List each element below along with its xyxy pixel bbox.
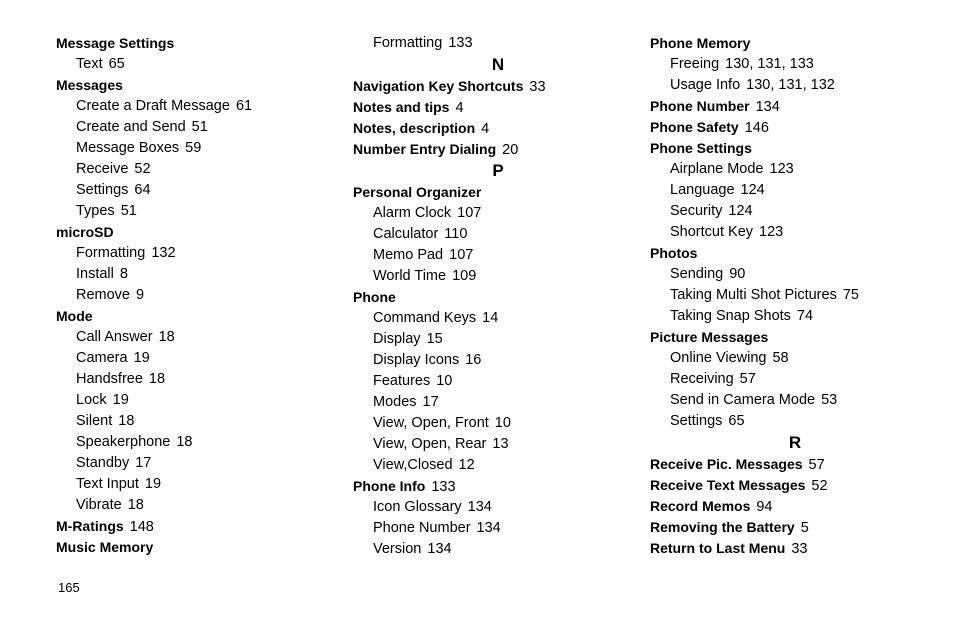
index-subentry [650, 180, 940, 201]
entry-page-ref: 57 [739, 371, 756, 387]
entry-term: Removing the Battery [650, 519, 795, 535]
entry-term: Create a Draft Message [76, 98, 230, 114]
entry-page-ref: 130, 131, 133 [725, 56, 814, 72]
entry-term: Return to Last Menu [650, 540, 786, 556]
entry-page-ref: 134 [467, 499, 492, 515]
index-subentry [56, 348, 346, 369]
entry-term: Handsfree [76, 371, 143, 387]
entry-term: Record Memos [650, 498, 751, 514]
entry-page-ref: 16 [465, 352, 482, 368]
index-subentry [56, 327, 346, 348]
entry-term: Mode [56, 308, 93, 324]
index-subentry [353, 434, 643, 455]
index-subentry [353, 224, 643, 245]
entry-page-ref: 123 [769, 161, 794, 177]
entry-term: M-Ratings [56, 518, 124, 534]
index-entry [353, 76, 643, 97]
entry-term: Message Boxes [76, 140, 180, 156]
entry-term: Phone Settings [650, 140, 752, 156]
entry-term: Receive [76, 161, 129, 177]
index-entry [56, 222, 346, 243]
entry-page-ref: 18 [127, 497, 144, 513]
entry-page-ref: 33 [791, 541, 808, 557]
entry-term: Camera [76, 350, 128, 366]
entry-term: Silent [76, 413, 113, 429]
entry-page-ref: 123 [759, 224, 784, 240]
index-entry [650, 496, 940, 517]
index-subentry [353, 245, 643, 266]
entry-term: Taking Snap Shots [670, 308, 791, 324]
entry-term: View,Closed [373, 457, 453, 473]
index-column-1 [56, 33, 346, 558]
entry-term: Calculator [373, 226, 439, 242]
entry-term: Create and Send [76, 119, 186, 135]
entry-page-ref: 10 [436, 373, 453, 389]
index-subentry [56, 369, 346, 390]
index-entry [353, 476, 643, 497]
index-entry [353, 139, 643, 160]
entry-page-ref: 8 [119, 266, 128, 282]
entry-term: Freeing [670, 56, 720, 72]
index-subentry [353, 518, 643, 539]
entry-page-ref: 52 [811, 478, 828, 494]
entry-term: Text Input [76, 476, 139, 492]
index-entry [650, 138, 940, 159]
index-subentry [56, 432, 346, 453]
entry-page-ref: 133 [431, 479, 456, 495]
index-subentry [650, 390, 940, 411]
entry-page-ref: 90 [729, 266, 746, 282]
entry-term: Online Viewing [670, 350, 767, 366]
entry-page-ref: 107 [449, 247, 474, 263]
index-subentry [353, 203, 643, 224]
entry-term: Standby [76, 455, 130, 471]
entry-term: Receive Text Messages [650, 477, 806, 493]
entry-page-ref: 20 [502, 142, 519, 158]
entry-term: Phone Number [373, 520, 471, 536]
index-entry [353, 287, 643, 308]
index-entry [56, 33, 346, 54]
entry-term: Phone Safety [650, 119, 739, 135]
index-subentry [56, 243, 346, 264]
index-subentry [353, 497, 643, 518]
entry-page-ref: 64 [134, 182, 151, 198]
entry-page-ref: 18 [118, 413, 135, 429]
index-entry [650, 538, 940, 559]
index-subentry [56, 180, 346, 201]
entry-page-ref: 65 [728, 413, 745, 429]
index-subentry [56, 474, 346, 495]
index-entry [650, 475, 940, 496]
entry-term: Text [76, 56, 103, 72]
entry-term: Speakerphone [76, 434, 171, 450]
index-subentry [650, 201, 940, 222]
entry-term: Types [76, 203, 115, 219]
index-letter-heading: N [491, 55, 505, 74]
index-subentry [353, 33, 643, 54]
entry-term: Notes, description [353, 120, 476, 136]
entry-term: Receiving [670, 371, 734, 387]
entry-page-ref: 61 [235, 98, 253, 114]
entry-term: Usage Info [670, 77, 741, 93]
entry-page-ref: 18 [158, 329, 175, 345]
entry-page-ref: 130, 131, 132 [746, 77, 835, 93]
index-subentry [353, 539, 643, 560]
entry-term: Remove [76, 287, 130, 303]
index-subentry [56, 411, 346, 432]
index-entry [650, 96, 940, 117]
entry-term: Airplane Mode [670, 161, 764, 177]
entry-term: Phone Memory [650, 35, 751, 51]
entry-page-ref: 110 [444, 226, 468, 242]
entry-page-ref: 57 [808, 457, 825, 473]
index-entry [353, 118, 643, 139]
index-subentry [353, 308, 643, 329]
entry-page-ref: 4 [481, 121, 490, 137]
index-entry [56, 75, 346, 96]
entry-term: Features [373, 373, 431, 389]
index-subentry [56, 264, 346, 285]
entry-page-ref: 58 [772, 350, 789, 366]
entry-page-ref: 14 [482, 310, 499, 326]
page-number: 165 [58, 580, 80, 595]
entry-page-ref: 18 [176, 434, 193, 450]
entry-page-ref: 17 [422, 394, 439, 410]
index-entry [650, 517, 940, 538]
entry-page-ref: 15 [426, 331, 443, 347]
index-subentry [56, 138, 346, 159]
entry-term: View, Open, Front [373, 415, 489, 431]
entry-page-ref: 124 [740, 182, 765, 198]
index-subentry [650, 264, 940, 285]
index-subentry [650, 285, 940, 306]
entry-term: World Time [373, 268, 447, 284]
index-entry [56, 516, 346, 537]
entry-page-ref: 134 [427, 541, 452, 557]
entry-page-ref: 148 [129, 519, 154, 535]
entry-term: Modes [373, 394, 417, 410]
entry-page-ref: 75 [842, 287, 859, 303]
entry-term: Vibrate [76, 497, 122, 513]
entry-term: Message Settings [56, 35, 175, 51]
entry-term: Security [670, 203, 723, 219]
index-subentry [56, 159, 346, 180]
index-subentry [353, 413, 643, 434]
entry-page-ref: 19 [112, 392, 129, 408]
index-subentry [353, 392, 643, 413]
entry-term: Display [373, 331, 421, 347]
entry-page-ref: 12 [458, 457, 475, 473]
entry-page-ref: 134 [755, 99, 780, 115]
entry-page-ref: 5 [800, 520, 809, 536]
entry-term: Shortcut Key [670, 224, 754, 240]
index-subentry [650, 54, 940, 75]
index-subentry [650, 306, 940, 327]
entry-term: Receive Pic. Messages [650, 456, 803, 472]
entry-page-ref: 74 [796, 308, 814, 324]
entry-term: Notes and tips [353, 99, 450, 115]
entry-page-ref: 33 [529, 79, 546, 95]
index-subentry [650, 369, 940, 390]
index-subentry [353, 266, 643, 287]
entry-term: Command Keys [373, 310, 477, 326]
index-subentry [56, 495, 346, 516]
index-subentry [56, 453, 346, 474]
entry-term: Language [670, 182, 735, 198]
entry-page-ref: 109 [452, 268, 477, 284]
entry-page-ref: 65 [108, 56, 125, 72]
index-entry [353, 97, 643, 118]
entry-page-ref: 124 [728, 203, 753, 219]
index-subentry [353, 371, 643, 392]
index-entry [650, 33, 940, 54]
entry-page-ref: 53 [821, 392, 838, 408]
entry-term: Icon Glossary [373, 499, 462, 515]
entry-term: Personal Organizer [353, 184, 482, 200]
index-entry [56, 306, 346, 327]
index-subentry [56, 201, 346, 222]
entry-term: Phone [353, 289, 396, 305]
index-subentry [353, 455, 643, 476]
index-subentry [650, 159, 940, 180]
entry-page-ref: 9 [136, 287, 145, 303]
index-subentry [353, 329, 643, 350]
entry-term: Call Answer [76, 329, 153, 345]
index-entry [650, 117, 940, 138]
entry-page-ref: 19 [133, 350, 150, 366]
entry-page-ref: 10 [494, 415, 511, 431]
entry-term: Version [373, 541, 422, 557]
entry-page-ref: 59 [185, 140, 202, 156]
entry-term: Navigation Key Shortcuts [353, 78, 524, 94]
entry-term: Settings [670, 413, 723, 429]
index-column-2 [353, 33, 643, 560]
entry-page-ref: 13 [492, 436, 509, 452]
entry-page-ref: 51 [120, 203, 137, 219]
entry-page-ref: 133 [448, 35, 473, 51]
index-subentry [56, 390, 346, 411]
entry-page-ref: 19 [144, 476, 162, 492]
entry-page-ref: 51 [191, 119, 208, 135]
index-letter-heading: R [788, 433, 802, 452]
entry-term: Settings [76, 182, 129, 198]
index-subentry [353, 350, 643, 371]
entry-term: Memo Pad [373, 247, 444, 263]
entry-term: Music Memory [56, 539, 154, 555]
entry-term: Formatting [76, 245, 146, 261]
entry-term: Formatting [373, 35, 443, 51]
entry-term: Picture Messages [650, 329, 769, 345]
entry-page-ref: 17 [135, 455, 152, 471]
index-entry [650, 327, 940, 348]
entry-page-ref: 18 [148, 371, 166, 387]
entry-page-ref: 4 [455, 100, 464, 116]
entry-term: View, Open, Rear [373, 436, 487, 452]
entry-page-ref: 94 [756, 499, 773, 515]
entry-term: Lock [76, 392, 107, 408]
entry-term: Taking Multi Shot Pictures [670, 287, 837, 303]
entry-term: Messages [56, 77, 123, 93]
index-subentry [56, 285, 346, 306]
entry-term: Sending [670, 266, 724, 282]
entry-term: Phone Number [650, 98, 750, 114]
index-subentry [56, 54, 346, 75]
entry-term: Number Entry Dialing [353, 141, 497, 157]
index-subentry [650, 75, 940, 96]
entry-page-ref: 107 [457, 205, 482, 221]
index-letter-heading: P [492, 161, 504, 180]
index-entry [56, 537, 346, 558]
entry-page-ref: 134 [476, 520, 501, 536]
index-subentry [56, 117, 346, 138]
index-subentry [650, 222, 940, 243]
index-subentry [650, 348, 940, 369]
entry-term: Photos [650, 245, 698, 261]
entry-term: Send in Camera Mode [670, 392, 816, 408]
index-entry [650, 243, 940, 264]
entry-term: Install [76, 266, 114, 282]
index-subentry [56, 96, 346, 117]
index-subentry [650, 411, 940, 432]
entry-term: Alarm Clock [373, 205, 452, 221]
entry-page-ref: 52 [134, 161, 151, 177]
index-column-3 [650, 33, 940, 559]
entry-page-ref: 146 [744, 120, 769, 136]
entry-term: Phone Info [353, 478, 426, 494]
entry-term: microSD [56, 224, 114, 240]
index-entry [650, 454, 940, 475]
entry-term: Display Icons [373, 352, 460, 368]
entry-page-ref: 132 [151, 245, 176, 261]
index-entry [353, 182, 643, 203]
